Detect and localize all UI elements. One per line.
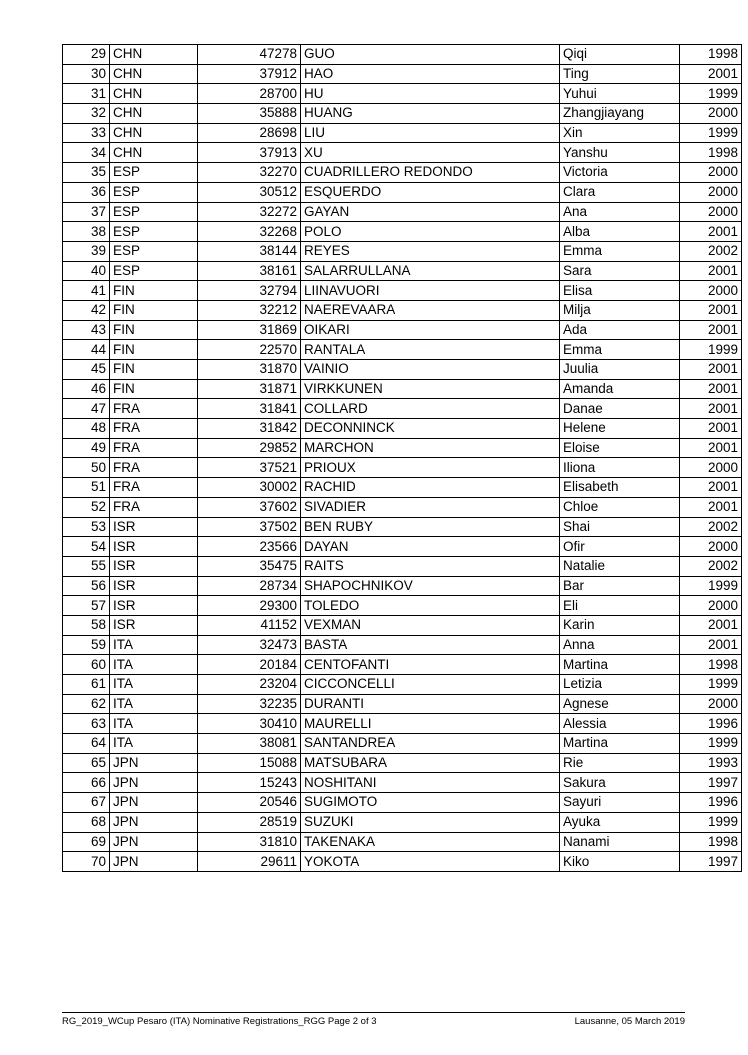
table-row bbox=[63, 360, 742, 380]
table-row bbox=[63, 497, 742, 517]
table-row bbox=[63, 320, 742, 340]
nation-cell: ESP bbox=[110, 241, 198, 261]
birth-year-cell: 2001 bbox=[680, 379, 742, 399]
footer-divider bbox=[62, 1012, 685, 1013]
last-name-cell: POLO bbox=[301, 222, 560, 242]
last-name-cell: LIINAVUORI bbox=[301, 281, 560, 301]
last-name-cell: GAYAN bbox=[301, 202, 560, 222]
last-name-cell: OIKARI bbox=[301, 320, 560, 340]
nation-cell: ISR bbox=[110, 517, 198, 537]
first-name-cell: Letizia bbox=[560, 675, 680, 695]
row-number-cell: 30 bbox=[63, 64, 110, 84]
nation-cell: JPN bbox=[110, 793, 198, 813]
first-name-cell: Natalie bbox=[560, 556, 680, 576]
table-row bbox=[63, 379, 742, 399]
first-name-cell: Zhangjiayang bbox=[560, 104, 680, 124]
license-id-cell: 20184 bbox=[198, 655, 301, 675]
nation-cell: FRA bbox=[110, 438, 198, 458]
row-number-cell: 40 bbox=[63, 261, 110, 281]
birth-year-cell: 2000 bbox=[680, 596, 742, 616]
birth-year-cell: 2001 bbox=[680, 438, 742, 458]
license-id-cell: 38161 bbox=[198, 261, 301, 281]
first-name-cell: Qiqi bbox=[560, 45, 680, 65]
nation-cell: ITA bbox=[110, 655, 198, 675]
last-name-cell: VEXMAN bbox=[301, 615, 560, 635]
birth-year-cell: 1999 bbox=[680, 123, 742, 143]
last-name-cell: BEN RUBY bbox=[301, 517, 560, 537]
birth-year-cell: 1999 bbox=[680, 734, 742, 754]
birth-year-cell: 2001 bbox=[680, 222, 742, 242]
table-row bbox=[63, 832, 742, 852]
nation-cell: FRA bbox=[110, 399, 198, 419]
table-row bbox=[63, 241, 742, 261]
row-number-cell: 49 bbox=[63, 438, 110, 458]
table-row bbox=[63, 773, 742, 793]
table-row bbox=[63, 300, 742, 320]
table-row bbox=[63, 556, 742, 576]
nation-cell: CHN bbox=[110, 84, 198, 104]
first-name-cell: Bar bbox=[560, 576, 680, 596]
table-row bbox=[63, 84, 742, 104]
last-name-cell: HU bbox=[301, 84, 560, 104]
table-row bbox=[63, 734, 742, 754]
license-id-cell: 32272 bbox=[198, 202, 301, 222]
birth-year-cell: 2001 bbox=[680, 300, 742, 320]
license-id-cell: 29611 bbox=[198, 852, 301, 872]
nation-cell: FIN bbox=[110, 320, 198, 340]
license-id-cell: 22570 bbox=[198, 340, 301, 360]
last-name-cell: SUGIMOTO bbox=[301, 793, 560, 813]
license-id-cell: 38144 bbox=[198, 241, 301, 261]
birth-year-cell: 2000 bbox=[680, 694, 742, 714]
license-id-cell: 30512 bbox=[198, 182, 301, 202]
table-row bbox=[63, 537, 742, 557]
nation-cell: FIN bbox=[110, 379, 198, 399]
license-id-cell: 37521 bbox=[198, 458, 301, 478]
first-name-cell: Chloe bbox=[560, 497, 680, 517]
birth-year-cell: 2000 bbox=[680, 281, 742, 301]
license-id-cell: 35475 bbox=[198, 556, 301, 576]
nation-cell: FIN bbox=[110, 360, 198, 380]
row-number-cell: 41 bbox=[63, 281, 110, 301]
license-id-cell: 15243 bbox=[198, 773, 301, 793]
table-row bbox=[63, 517, 742, 537]
table-row bbox=[63, 143, 742, 163]
nation-cell: FRA bbox=[110, 497, 198, 517]
table-row bbox=[63, 399, 742, 419]
last-name-cell: NOSHITANI bbox=[301, 773, 560, 793]
nation-cell: ISR bbox=[110, 615, 198, 635]
first-name-cell: Sayuri bbox=[560, 793, 680, 813]
table-row bbox=[63, 222, 742, 242]
first-name-cell: Rie bbox=[560, 753, 680, 773]
table-row bbox=[63, 635, 742, 655]
birth-year-cell: 1999 bbox=[680, 340, 742, 360]
birth-year-cell: 1999 bbox=[680, 812, 742, 832]
birth-year-cell: 2002 bbox=[680, 517, 742, 537]
license-id-cell: 32473 bbox=[198, 635, 301, 655]
birth-year-cell: 2001 bbox=[680, 261, 742, 281]
row-number-cell: 36 bbox=[63, 182, 110, 202]
first-name-cell: Alba bbox=[560, 222, 680, 242]
table-row bbox=[63, 478, 742, 498]
first-name-cell: Juulia bbox=[560, 360, 680, 380]
row-number-cell: 47 bbox=[63, 399, 110, 419]
table-row bbox=[63, 615, 742, 635]
row-number-cell: 68 bbox=[63, 812, 110, 832]
first-name-cell: Emma bbox=[560, 241, 680, 261]
license-id-cell: 20546 bbox=[198, 793, 301, 813]
license-id-cell: 29300 bbox=[198, 596, 301, 616]
last-name-cell: DAYAN bbox=[301, 537, 560, 557]
row-number-cell: 37 bbox=[63, 202, 110, 222]
license-id-cell: 30410 bbox=[198, 714, 301, 734]
license-id-cell: 37502 bbox=[198, 517, 301, 537]
first-name-cell: Martina bbox=[560, 734, 680, 754]
first-name-cell: Ting bbox=[560, 64, 680, 84]
last-name-cell: SALARRULLANA bbox=[301, 261, 560, 281]
first-name-cell: Sakura bbox=[560, 773, 680, 793]
row-number-cell: 45 bbox=[63, 360, 110, 380]
birth-year-cell: 1998 bbox=[680, 832, 742, 852]
license-id-cell: 41152 bbox=[198, 615, 301, 635]
first-name-cell: Nanami bbox=[560, 832, 680, 852]
nation-cell: FIN bbox=[110, 300, 198, 320]
table-row bbox=[63, 596, 742, 616]
row-number-cell: 61 bbox=[63, 675, 110, 695]
last-name-cell: SHAPOCHNIKOV bbox=[301, 576, 560, 596]
last-name-cell: CENTOFANTI bbox=[301, 655, 560, 675]
birth-year-cell: 1999 bbox=[680, 84, 742, 104]
birth-year-cell: 1996 bbox=[680, 714, 742, 734]
table-row bbox=[63, 714, 742, 734]
table-row bbox=[63, 123, 742, 143]
nation-cell: JPN bbox=[110, 812, 198, 832]
nation-cell: ESP bbox=[110, 261, 198, 281]
license-id-cell: 31810 bbox=[198, 832, 301, 852]
license-id-cell: 32235 bbox=[198, 694, 301, 714]
last-name-cell: TAKENAKA bbox=[301, 832, 560, 852]
table-row bbox=[63, 675, 742, 695]
registrations-table bbox=[62, 44, 742, 872]
first-name-cell: Danae bbox=[560, 399, 680, 419]
footer-document-title: RG_2019_WCup Pesaro (ITA) Nominative Registrations_RGG Page 2 of 3 bbox=[62, 1016, 377, 1027]
row-number-cell: 56 bbox=[63, 576, 110, 596]
nation-cell: ESP bbox=[110, 163, 198, 183]
first-name-cell: Helene bbox=[560, 419, 680, 439]
first-name-cell: Karin bbox=[560, 615, 680, 635]
table-row bbox=[63, 852, 742, 872]
birth-year-cell: 2002 bbox=[680, 241, 742, 261]
last-name-cell: XU bbox=[301, 143, 560, 163]
license-id-cell: 38081 bbox=[198, 734, 301, 754]
license-id-cell: 47278 bbox=[198, 45, 301, 65]
license-id-cell: 32270 bbox=[198, 163, 301, 183]
row-number-cell: 67 bbox=[63, 793, 110, 813]
last-name-cell: CUADRILLERO REDONDO bbox=[301, 163, 560, 183]
last-name-cell: RANTALA bbox=[301, 340, 560, 360]
nation-cell: JPN bbox=[110, 753, 198, 773]
table-row bbox=[63, 202, 742, 222]
birth-year-cell: 2000 bbox=[680, 202, 742, 222]
first-name-cell: Ofir bbox=[560, 537, 680, 557]
first-name-cell: Xin bbox=[560, 123, 680, 143]
last-name-cell: VIRKKUNEN bbox=[301, 379, 560, 399]
birth-year-cell: 2001 bbox=[680, 615, 742, 635]
last-name-cell: CICCONCELLI bbox=[301, 675, 560, 695]
first-name-cell: Yuhui bbox=[560, 84, 680, 104]
first-name-cell: Kiko bbox=[560, 852, 680, 872]
last-name-cell: DECONNINCK bbox=[301, 419, 560, 439]
last-name-cell: GUO bbox=[301, 45, 560, 65]
license-id-cell: 28734 bbox=[198, 576, 301, 596]
table-row bbox=[63, 340, 742, 360]
birth-year-cell: 1998 bbox=[680, 655, 742, 675]
birth-year-cell: 2001 bbox=[680, 419, 742, 439]
row-number-cell: 69 bbox=[63, 832, 110, 852]
table-row bbox=[63, 182, 742, 202]
license-id-cell: 31841 bbox=[198, 399, 301, 419]
nation-cell: JPN bbox=[110, 852, 198, 872]
row-number-cell: 66 bbox=[63, 773, 110, 793]
first-name-cell: Sara bbox=[560, 261, 680, 281]
nation-cell: ITA bbox=[110, 734, 198, 754]
row-number-cell: 65 bbox=[63, 753, 110, 773]
license-id-cell: 23204 bbox=[198, 675, 301, 695]
license-id-cell: 28698 bbox=[198, 123, 301, 143]
row-number-cell: 55 bbox=[63, 556, 110, 576]
nation-cell: CHN bbox=[110, 64, 198, 84]
first-name-cell: Agnese bbox=[560, 694, 680, 714]
row-number-cell: 58 bbox=[63, 615, 110, 635]
row-number-cell: 63 bbox=[63, 714, 110, 734]
nation-cell: ISR bbox=[110, 556, 198, 576]
nation-cell: ISR bbox=[110, 576, 198, 596]
first-name-cell: Milja bbox=[560, 300, 680, 320]
table-row bbox=[63, 64, 742, 84]
row-number-cell: 60 bbox=[63, 655, 110, 675]
birth-year-cell: 1997 bbox=[680, 773, 742, 793]
row-number-cell: 42 bbox=[63, 300, 110, 320]
last-name-cell: TOLEDO bbox=[301, 596, 560, 616]
row-number-cell: 52 bbox=[63, 497, 110, 517]
last-name-cell: ESQUERDO bbox=[301, 182, 560, 202]
last-name-cell: MATSUBARA bbox=[301, 753, 560, 773]
birth-year-cell: 2000 bbox=[680, 104, 742, 124]
first-name-cell: Iliona bbox=[560, 458, 680, 478]
license-id-cell: 35888 bbox=[198, 104, 301, 124]
last-name-cell: SANTANDREA bbox=[301, 734, 560, 754]
birth-year-cell: 1999 bbox=[680, 576, 742, 596]
row-number-cell: 32 bbox=[63, 104, 110, 124]
nation-cell: FIN bbox=[110, 281, 198, 301]
nation-cell: FRA bbox=[110, 458, 198, 478]
first-name-cell: Alessia bbox=[560, 714, 680, 734]
license-id-cell: 15088 bbox=[198, 753, 301, 773]
birth-year-cell: 2002 bbox=[680, 556, 742, 576]
birth-year-cell: 2001 bbox=[680, 497, 742, 517]
license-id-cell: 37602 bbox=[198, 497, 301, 517]
birth-year-cell: 2001 bbox=[680, 360, 742, 380]
row-number-cell: 59 bbox=[63, 635, 110, 655]
birth-year-cell: 2001 bbox=[680, 320, 742, 340]
last-name-cell: BASTA bbox=[301, 635, 560, 655]
nation-cell: CHN bbox=[110, 123, 198, 143]
first-name-cell: Elisabeth bbox=[560, 478, 680, 498]
birth-year-cell: 2000 bbox=[680, 458, 742, 478]
first-name-cell: Victoria bbox=[560, 163, 680, 183]
footer-place-date: Lausanne, 05 March 2019 bbox=[574, 1016, 685, 1027]
last-name-cell: SIVADIER bbox=[301, 497, 560, 517]
row-number-cell: 39 bbox=[63, 241, 110, 261]
table-row bbox=[63, 163, 742, 183]
nation-cell: JPN bbox=[110, 773, 198, 793]
table-row bbox=[63, 261, 742, 281]
first-name-cell: Shai bbox=[560, 517, 680, 537]
last-name-cell: NAEREVAARA bbox=[301, 300, 560, 320]
row-number-cell: 70 bbox=[63, 852, 110, 872]
nation-cell: FRA bbox=[110, 419, 198, 439]
first-name-cell: Ayuka bbox=[560, 812, 680, 832]
birth-year-cell: 2000 bbox=[680, 163, 742, 183]
row-number-cell: 46 bbox=[63, 379, 110, 399]
license-id-cell: 31871 bbox=[198, 379, 301, 399]
row-number-cell: 35 bbox=[63, 163, 110, 183]
license-id-cell: 37912 bbox=[198, 64, 301, 84]
last-name-cell: YOKOTA bbox=[301, 852, 560, 872]
first-name-cell: Yanshu bbox=[560, 143, 680, 163]
license-id-cell: 32212 bbox=[198, 300, 301, 320]
last-name-cell: MARCHON bbox=[301, 438, 560, 458]
nation-cell: JPN bbox=[110, 832, 198, 852]
nation-cell: ISR bbox=[110, 537, 198, 557]
birth-year-cell: 2000 bbox=[680, 182, 742, 202]
birth-year-cell: 2001 bbox=[680, 635, 742, 655]
birth-year-cell: 2001 bbox=[680, 64, 742, 84]
birth-year-cell: 2001 bbox=[680, 399, 742, 419]
nation-cell: FIN bbox=[110, 340, 198, 360]
row-number-cell: 38 bbox=[63, 222, 110, 242]
first-name-cell: Anna bbox=[560, 635, 680, 655]
table-row bbox=[63, 45, 742, 65]
last-name-cell: PRIOUX bbox=[301, 458, 560, 478]
table-row bbox=[63, 812, 742, 832]
first-name-cell: Clara bbox=[560, 182, 680, 202]
last-name-cell: DURANTI bbox=[301, 694, 560, 714]
birth-year-cell: 1993 bbox=[680, 753, 742, 773]
license-id-cell: 31842 bbox=[198, 419, 301, 439]
table-row bbox=[63, 753, 742, 773]
row-number-cell: 50 bbox=[63, 458, 110, 478]
license-id-cell: 29852 bbox=[198, 438, 301, 458]
row-number-cell: 44 bbox=[63, 340, 110, 360]
nation-cell: CHN bbox=[110, 45, 198, 65]
nation-cell: ITA bbox=[110, 694, 198, 714]
first-name-cell: Eloise bbox=[560, 438, 680, 458]
table-row bbox=[63, 576, 742, 596]
birth-year-cell: 1996 bbox=[680, 793, 742, 813]
table-row bbox=[63, 438, 742, 458]
row-number-cell: 54 bbox=[63, 537, 110, 557]
license-id-cell: 23566 bbox=[198, 537, 301, 557]
nation-cell: ISR bbox=[110, 596, 198, 616]
birth-year-cell: 1998 bbox=[680, 45, 742, 65]
row-number-cell: 34 bbox=[63, 143, 110, 163]
row-number-cell: 43 bbox=[63, 320, 110, 340]
table-row bbox=[63, 458, 742, 478]
birth-year-cell: 1998 bbox=[680, 143, 742, 163]
table-row bbox=[63, 793, 742, 813]
last-name-cell: HAO bbox=[301, 64, 560, 84]
license-id-cell: 31870 bbox=[198, 360, 301, 380]
first-name-cell: Eli bbox=[560, 596, 680, 616]
birth-year-cell: 1997 bbox=[680, 852, 742, 872]
nation-cell: CHN bbox=[110, 143, 198, 163]
first-name-cell: Emma bbox=[560, 340, 680, 360]
row-number-cell: 53 bbox=[63, 517, 110, 537]
table-row bbox=[63, 419, 742, 439]
last-name-cell: LIU bbox=[301, 123, 560, 143]
table-row bbox=[63, 281, 742, 301]
row-number-cell: 29 bbox=[63, 45, 110, 65]
license-id-cell: 28519 bbox=[198, 812, 301, 832]
first-name-cell: Ada bbox=[560, 320, 680, 340]
nation-cell: ITA bbox=[110, 714, 198, 734]
last-name-cell: SUZUKI bbox=[301, 812, 560, 832]
birth-year-cell: 1999 bbox=[680, 675, 742, 695]
nation-cell: CHN bbox=[110, 104, 198, 124]
table-row bbox=[63, 694, 742, 714]
nation-cell: ESP bbox=[110, 202, 198, 222]
table-row bbox=[63, 655, 742, 675]
license-id-cell: 28700 bbox=[198, 84, 301, 104]
last-name-cell: HUANG bbox=[301, 104, 560, 124]
last-name-cell: RACHID bbox=[301, 478, 560, 498]
nation-cell: ESP bbox=[110, 222, 198, 242]
birth-year-cell: 2001 bbox=[680, 478, 742, 498]
row-number-cell: 48 bbox=[63, 419, 110, 439]
last-name-cell: COLLARD bbox=[301, 399, 560, 419]
nation-cell: ITA bbox=[110, 675, 198, 695]
row-number-cell: 51 bbox=[63, 478, 110, 498]
last-name-cell: REYES bbox=[301, 241, 560, 261]
last-name-cell: VAINIO bbox=[301, 360, 560, 380]
license-id-cell: 30002 bbox=[198, 478, 301, 498]
nation-cell: FRA bbox=[110, 478, 198, 498]
row-number-cell: 62 bbox=[63, 694, 110, 714]
license-id-cell: 31869 bbox=[198, 320, 301, 340]
row-number-cell: 33 bbox=[63, 123, 110, 143]
first-name-cell: Amanda bbox=[560, 379, 680, 399]
nation-cell: ESP bbox=[110, 182, 198, 202]
row-number-cell: 57 bbox=[63, 596, 110, 616]
license-id-cell: 37913 bbox=[198, 143, 301, 163]
nation-cell: ITA bbox=[110, 635, 198, 655]
first-name-cell: Elisa bbox=[560, 281, 680, 301]
license-id-cell: 32794 bbox=[198, 281, 301, 301]
first-name-cell: Ana bbox=[560, 202, 680, 222]
last-name-cell: MAURELLI bbox=[301, 714, 560, 734]
row-number-cell: 31 bbox=[63, 84, 110, 104]
last-name-cell: RAITS bbox=[301, 556, 560, 576]
registrations-table-body bbox=[63, 45, 742, 872]
row-number-cell: 64 bbox=[63, 734, 110, 754]
table-row bbox=[63, 104, 742, 124]
first-name-cell: Martina bbox=[560, 655, 680, 675]
birth-year-cell: 2000 bbox=[680, 537, 742, 557]
license-id-cell: 32268 bbox=[198, 222, 301, 242]
